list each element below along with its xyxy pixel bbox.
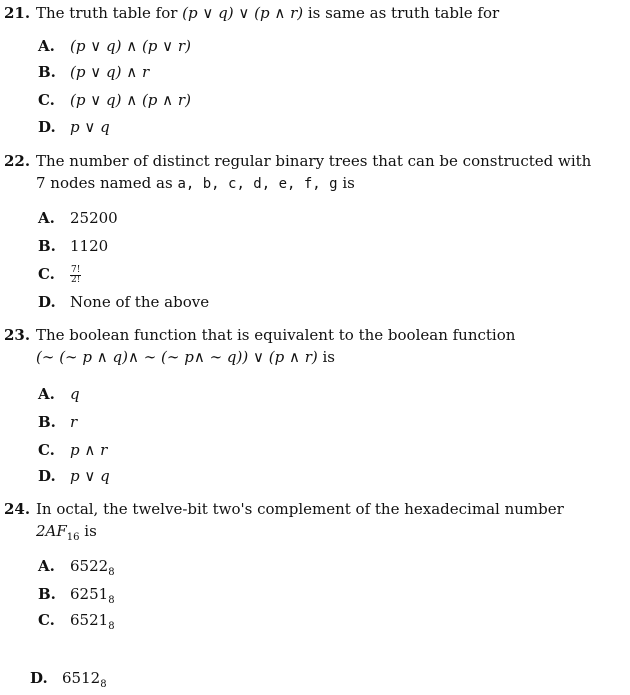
option-base: 8 [108, 621, 115, 632]
option-label: B. [38, 585, 56, 603]
question-text-part: is [79, 522, 97, 540]
option-base: 8 [108, 595, 115, 606]
question-text-part: is same as truth table for [303, 4, 500, 22]
option-label: D. [30, 669, 48, 687]
hex-number: 2AF [36, 522, 67, 540]
option-label: B. [38, 413, 56, 431]
question-text: The boolean function that is equivalent to the boolean function [36, 326, 516, 344]
question-text [36, 4, 499, 22]
option-label: A. [38, 37, 55, 55]
option-text: 6251 [70, 585, 109, 603]
option-label: A. [38, 385, 55, 403]
fraction-numerator: 7! [71, 264, 81, 275]
option-text: p ∨ q [70, 118, 110, 136]
option-23-b[interactable] [38, 412, 77, 432]
option-24-d[interactable] [30, 668, 107, 695]
option-text: r [70, 413, 78, 431]
option-text: 6512 [62, 669, 101, 687]
option-22-c[interactable] [38, 264, 81, 285]
option-text: 1120 [70, 237, 109, 255]
option-label: C. [38, 611, 55, 629]
option-text: 6522 [70, 557, 109, 575]
option-label: C. [38, 265, 55, 283]
option-label: D. [38, 293, 56, 311]
option-22-a[interactable] [38, 208, 118, 228]
option-base: 8 [100, 679, 107, 690]
question-number: 23. [4, 326, 31, 344]
question-text-part: is [317, 348, 335, 366]
fraction-denominator: 2! [71, 274, 81, 285]
question-text-part: The truth table for [36, 4, 183, 22]
question-21 [4, 2, 624, 24]
question-number: 21. [4, 4, 31, 22]
question-number: 24. [4, 500, 31, 518]
option-label: A. [38, 557, 55, 575]
option-text: (p ∨ q) ∧ (p ∨ r) [70, 37, 191, 55]
option-21-c[interactable] [38, 90, 191, 110]
option-22-d[interactable] [38, 292, 209, 312]
option-label: B. [38, 63, 56, 81]
hex-base: 16 [66, 532, 80, 543]
option-label: D. [38, 118, 56, 136]
option-text: q [70, 385, 80, 403]
math-expression: (p ∨ q) ∨ (p ∧ r) [182, 4, 304, 22]
option-text: (p ∨ q) ∧ r [70, 63, 150, 81]
option-base: 8 [108, 567, 115, 578]
option-label: C. [38, 441, 55, 459]
question-24 [4, 498, 624, 549]
option-21-b[interactable] [38, 62, 149, 82]
option-text: p ∧ r [70, 441, 108, 459]
option-21-d[interactable] [38, 117, 110, 137]
math-expression: (∼ (∼ p ∧ q)∧ ∼ (∼ p∧ ∼ q)) ∨ (p ∧ r) [36, 348, 318, 366]
node-list: a, b, c, d, e, f, g [177, 176, 338, 192]
option-label: D. [38, 467, 56, 485]
option-21-a[interactable] [38, 36, 191, 56]
option-text: p ∨ q [70, 467, 110, 485]
option-23-a[interactable] [38, 384, 80, 404]
question-number: 22. [4, 152, 31, 170]
option-label: C. [38, 91, 55, 109]
option-24-c[interactable] [38, 610, 115, 637]
option-text: 6521 [70, 611, 109, 629]
option-text: (p ∨ q) ∧ (p ∧ r) [70, 91, 191, 109]
question-23 [4, 324, 624, 368]
option-label: B. [38, 237, 56, 255]
option-text: None of the above [70, 293, 210, 311]
option-text: 25200 [70, 209, 118, 227]
question-22 [4, 150, 624, 195]
option-label: A. [38, 209, 55, 227]
option-24-b[interactable] [38, 584, 115, 611]
fraction [70, 266, 81, 285]
option-23-d[interactable] [38, 466, 110, 486]
question-text-part: is [337, 174, 355, 192]
option-24-a[interactable] [38, 556, 115, 583]
option-23-c[interactable] [38, 440, 107, 460]
question-text: The number of distinct regular binary trees that can be constructed with [36, 152, 592, 170]
option-22-b[interactable] [38, 236, 108, 256]
question-text: In octal, the twelve-bit two's complement of the hexadecimal number [36, 500, 564, 518]
question-text-part: 7 nodes named as [36, 174, 178, 192]
